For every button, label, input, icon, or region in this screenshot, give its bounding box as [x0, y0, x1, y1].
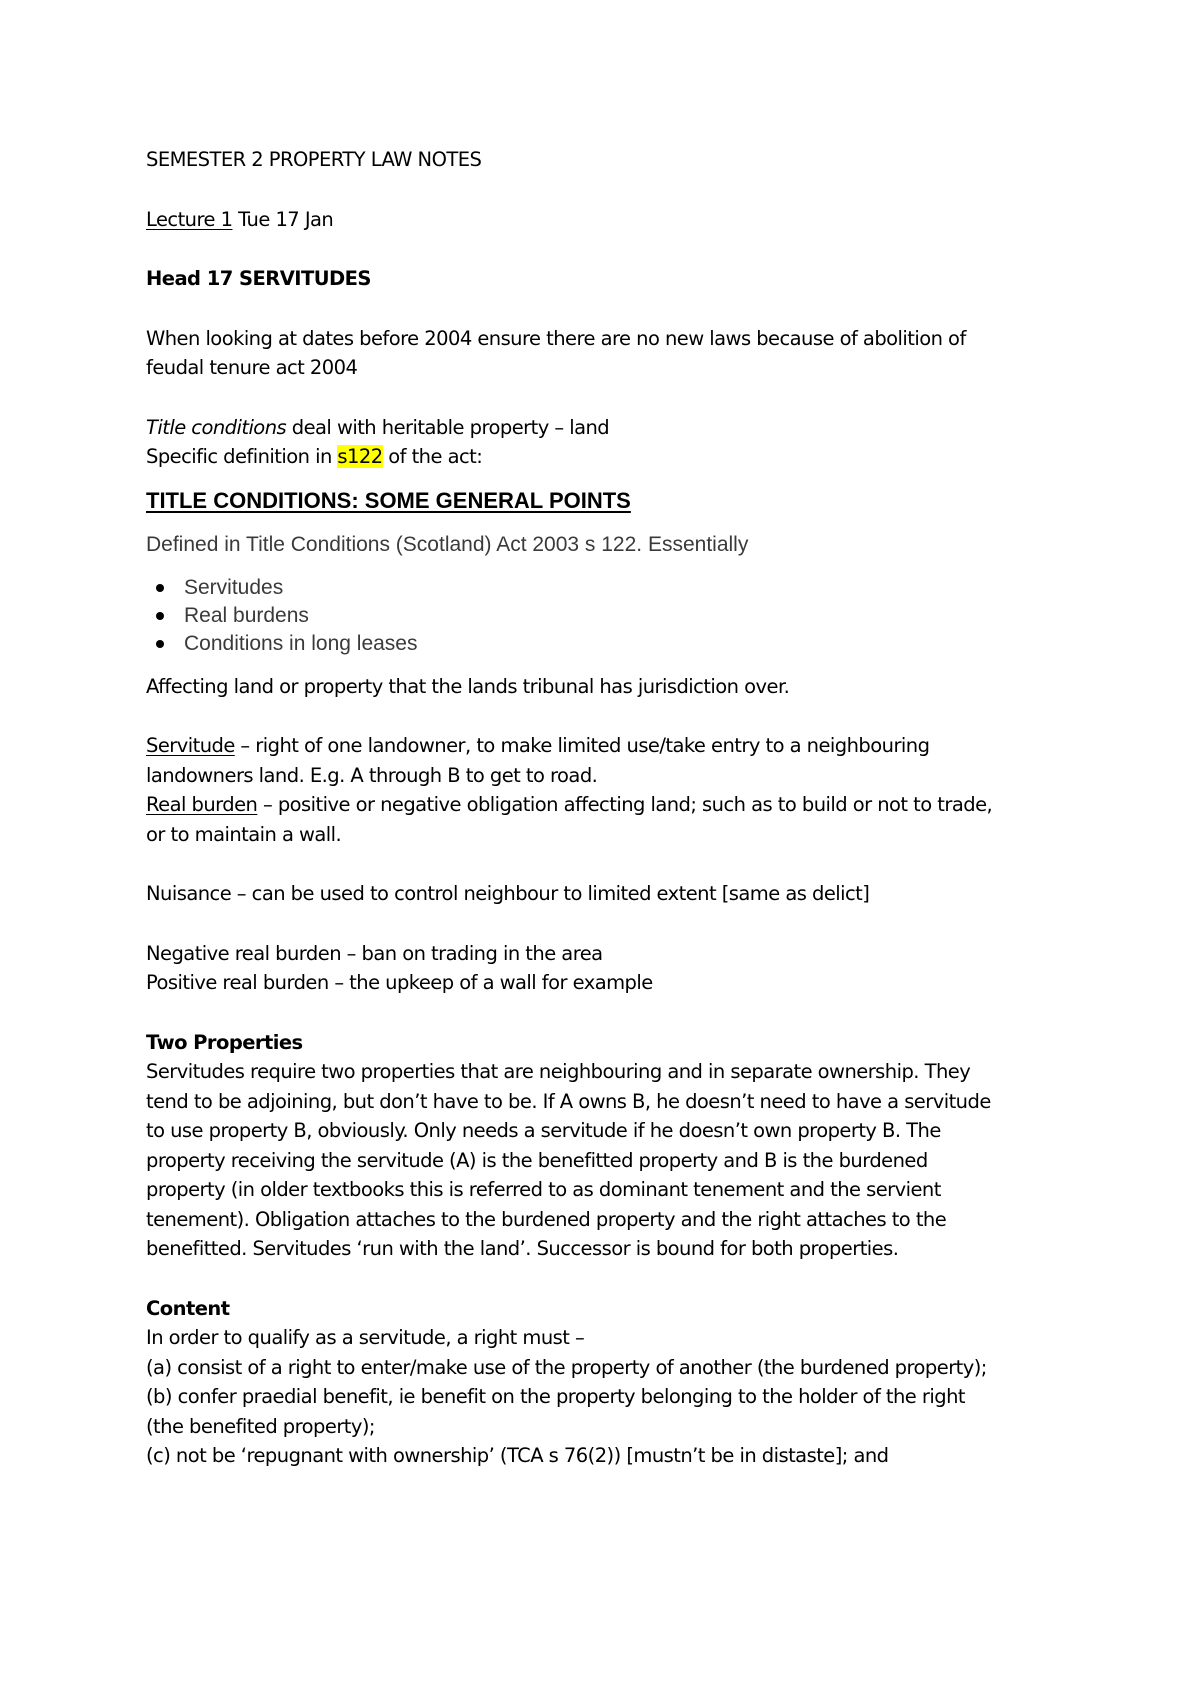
content-heading: Content — [146, 1296, 230, 1320]
intro-line-1: When looking at dates before 2004 ensure there are no new laws because of abolition of — [146, 326, 966, 350]
title-conditions-line — [146, 413, 1086, 443]
servitude-definition: – right of one landowner, to make limited use/take entry to a neighbouring — [234, 734, 930, 757]
list-item-text: Real burdens — [184, 603, 309, 627]
bullet-icon — [156, 612, 164, 620]
highlighted-section: s122 — [337, 445, 383, 468]
servitude-term: Servitude — [146, 734, 235, 757]
title-conditions-text: deal with heritable property – land — [286, 415, 610, 439]
definition-before: Specific definition in — [146, 445, 338, 468]
intro-line-2: feudal tenure act 2004 — [146, 356, 358, 379]
section-heading: TITLE CONDITIONS: SOME GENERAL POINTS — [146, 487, 631, 513]
defined-text: Defined in Title Conditions (Scotland) Act 2003 s 122. Essentially — [146, 532, 749, 556]
document-body — [146, 145, 1086, 1471]
bullet-icon — [156, 584, 164, 592]
document-title: SEMESTER 2 PROPERTY LAW NOTES — [146, 148, 482, 171]
bullet-list — [146, 574, 1086, 658]
servitude-line-1 — [146, 731, 1086, 761]
paragraph-line: property (in older textbooks this is referred to as dominant tenement and the servient — [146, 1178, 941, 1201]
affecting-text: Affecting land or property that the lands tribunal has jurisdiction over. — [146, 674, 790, 698]
paragraph-line: In order to qualify as a servitude, a right must – — [146, 1326, 585, 1349]
lecture-line — [146, 205, 1086, 235]
paragraph-line: Servitudes require two properties that are neighbouring and in separate ownership. They — [146, 1060, 971, 1083]
paragraph-line: property receiving the servitude (A) is the benefitted property and B is the burdened — [146, 1148, 928, 1172]
paragraph-line: (c) not be ‘repugnant with ownership’ (TCA s 76(2)) [mustn’t be in distaste]; and — [146, 1444, 889, 1467]
servitude-line-2: landowners land. E.g. A through B to get to road. — [146, 763, 598, 787]
list-item-text: Servitudes — [184, 575, 284, 599]
paragraph-line: (a) consist of a right to enter/make use of the property of another (the burdened property); — [146, 1355, 987, 1379]
real-burden-definition: – positive or negative obligation affecting land; such as to build or not to trade, — [257, 793, 993, 816]
paragraph-line: tenement). Obligation attaches to the burdened property and the right attaches to the — [146, 1207, 947, 1231]
paragraph-line: (b) confer praedial benefit, ie benefit on the property belonging to the holder of the right — [146, 1385, 965, 1408]
definition-after: of the act: — [382, 445, 483, 468]
list-item — [146, 574, 1086, 602]
bullet-icon — [156, 640, 164, 648]
paragraph-line: benefitted. Servitudes ‘run with the land’. Successor is bound for both properties. — [146, 1237, 899, 1260]
real-burden-line-2: or to maintain a wall. — [146, 822, 342, 846]
title-conditions-term: Title conditions — [146, 415, 287, 439]
head-heading: Head 17 SERVITUDES — [146, 267, 371, 290]
real-burden-term: Real burden — [146, 793, 258, 816]
real-burden-line-1 — [146, 790, 1086, 820]
paragraph-line: (the benefited property); — [146, 1414, 375, 1438]
list-item — [146, 630, 1086, 658]
negative-burden-text: Negative real burden – ban on trading in the area — [146, 941, 603, 965]
definition-line — [146, 442, 1086, 472]
two-properties-heading: Two Properties — [146, 1030, 303, 1054]
lecture-date: Tue 17 Jan — [232, 207, 334, 231]
lecture-label: Lecture 1 — [146, 207, 233, 231]
paragraph-line: to use property B, obviously. Only needs a servitude if he doesn’t own property B. The — [146, 1119, 941, 1142]
positive-burden-text: Positive real burden – the upkeep of a wall for example — [146, 971, 653, 994]
list-item-text: Conditions in long leases — [184, 631, 418, 655]
list-item — [146, 602, 1086, 630]
paragraph-line: tend to be adjoining, but don’t have to be. If A owns B, he doesn’t need to have a servitude — [146, 1089, 991, 1113]
nuisance-text: Nuisance – can be used to control neighbour to limited extent [same as delict] — [146, 882, 870, 905]
